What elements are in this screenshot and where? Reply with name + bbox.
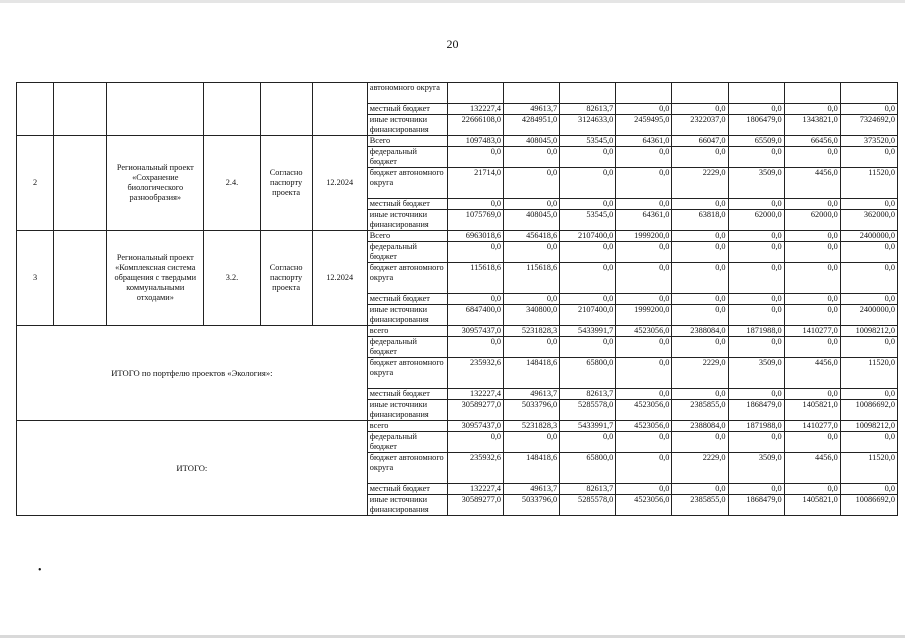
value-cell: 0,0 bbox=[560, 263, 616, 294]
value-cell: 0,0 bbox=[616, 294, 672, 305]
value-cell: 0,0 bbox=[672, 231, 728, 242]
value-cell: 0,0 bbox=[728, 147, 784, 168]
value-cell: 1097483,0 bbox=[447, 136, 503, 147]
financing-table bbox=[16, 82, 898, 516]
value-cell: 0,0 bbox=[840, 199, 897, 210]
value-cell: 0,0 bbox=[840, 147, 897, 168]
value-cell: 10086692,0 bbox=[840, 400, 897, 421]
empty-cell bbox=[312, 83, 367, 136]
value-cell: 1999200,0 bbox=[616, 305, 672, 326]
value-cell: 82613,7 bbox=[560, 389, 616, 400]
value-cell bbox=[784, 83, 840, 104]
value-cell: 11520,0 bbox=[840, 168, 897, 199]
value-cell: 65800,0 bbox=[560, 453, 616, 484]
value-cell: 0,0 bbox=[616, 389, 672, 400]
value-cell: 0,0 bbox=[728, 432, 784, 453]
value-cell: 148418,6 bbox=[504, 453, 560, 484]
value-cell: 10098212,0 bbox=[840, 326, 897, 337]
value-cell: 0,0 bbox=[560, 242, 616, 263]
value-cell: 0,0 bbox=[560, 337, 616, 358]
value-cell: 62000,0 bbox=[784, 210, 840, 231]
value-cell: 0,0 bbox=[728, 484, 784, 495]
value-cell: 0,0 bbox=[447, 242, 503, 263]
value-cell: 49613,7 bbox=[504, 389, 560, 400]
project-code: 2.4. bbox=[204, 136, 260, 231]
value-cell: 2107400,0 bbox=[560, 305, 616, 326]
value-cell: 1871988,0 bbox=[728, 421, 784, 432]
value-cell: 0,0 bbox=[784, 242, 840, 263]
value-cell: 4523056,0 bbox=[616, 495, 672, 516]
value-cell: 1999200,0 bbox=[616, 231, 672, 242]
value-cell: 0,0 bbox=[447, 432, 503, 453]
table-row bbox=[17, 136, 898, 147]
value-cell: 0,0 bbox=[672, 294, 728, 305]
value-cell: 0,0 bbox=[784, 484, 840, 495]
value-cell: 82613,7 bbox=[560, 104, 616, 115]
value-cell: 0,0 bbox=[728, 294, 784, 305]
value-cell: 0,0 bbox=[784, 263, 840, 294]
value-cell: 6963018,6 bbox=[447, 231, 503, 242]
value-cell: 0,0 bbox=[672, 305, 728, 326]
value-cell: 64361,0 bbox=[616, 136, 672, 147]
value-cell: 0,0 bbox=[616, 432, 672, 453]
value-cell: 0,0 bbox=[784, 294, 840, 305]
value-cell: 30589277,0 bbox=[447, 400, 503, 421]
row-label: местный бюджет bbox=[367, 294, 447, 305]
value-cell: 148418,6 bbox=[504, 358, 560, 389]
value-cell: 0,0 bbox=[784, 147, 840, 168]
row-label: всего bbox=[367, 421, 447, 432]
value-cell: 0,0 bbox=[840, 263, 897, 294]
value-cell: 3509,0 bbox=[728, 453, 784, 484]
value-cell: 0,0 bbox=[840, 389, 897, 400]
value-cell: 0,0 bbox=[504, 432, 560, 453]
value-cell: 4456,0 bbox=[784, 358, 840, 389]
value-cell: 1806479,0 bbox=[728, 115, 784, 136]
value-cell: 5433991,7 bbox=[560, 326, 616, 337]
value-cell bbox=[560, 83, 616, 104]
project-name: Региональный проект «Комплексная система обращения с твердыми коммунальными отходами» bbox=[107, 231, 204, 326]
row-label: федеральный бюджет bbox=[367, 147, 447, 168]
empty-cell bbox=[54, 231, 107, 326]
value-cell: 0,0 bbox=[728, 242, 784, 263]
row-label: федеральный бюджет bbox=[367, 242, 447, 263]
value-cell: 0,0 bbox=[616, 453, 672, 484]
value-cell: 53545,0 bbox=[560, 210, 616, 231]
value-cell: 2388084,0 bbox=[672, 421, 728, 432]
value-cell bbox=[728, 83, 784, 104]
value-cell: 0,0 bbox=[728, 263, 784, 294]
value-cell: 0,0 bbox=[672, 389, 728, 400]
empty-cell bbox=[54, 136, 107, 231]
row-label: автономного округа bbox=[367, 83, 447, 104]
page-number: 20 bbox=[446, 37, 459, 51]
value-cell: 0,0 bbox=[560, 147, 616, 168]
value-cell: 0,0 bbox=[784, 432, 840, 453]
row-label: бюджет автономного округа bbox=[367, 453, 447, 484]
value-cell: 4456,0 bbox=[784, 453, 840, 484]
project-basis: Согласно паспорту проекта bbox=[260, 136, 312, 231]
value-cell: 0,0 bbox=[560, 168, 616, 199]
value-cell: 4523056,0 bbox=[616, 326, 672, 337]
project-code: 3.2. bbox=[204, 231, 260, 326]
row-label: местный бюджет bbox=[367, 199, 447, 210]
value-cell: 0,0 bbox=[672, 484, 728, 495]
value-cell: 2385855,0 bbox=[672, 400, 728, 421]
value-cell: 63818,0 bbox=[672, 210, 728, 231]
row-label: бюджет автономного округа bbox=[367, 168, 447, 199]
value-cell: 30957437,0 bbox=[447, 326, 503, 337]
value-cell: 3509,0 bbox=[728, 358, 784, 389]
value-cell: 1405821,0 bbox=[784, 495, 840, 516]
value-cell: 0,0 bbox=[840, 337, 897, 358]
value-cell: 0,0 bbox=[504, 294, 560, 305]
value-cell: 0,0 bbox=[447, 294, 503, 305]
value-cell: 0,0 bbox=[560, 199, 616, 210]
value-cell: 2459495,0 bbox=[616, 115, 672, 136]
value-cell: 2229,0 bbox=[672, 453, 728, 484]
value-cell: 1410277,0 bbox=[784, 421, 840, 432]
value-cell: 0,0 bbox=[616, 484, 672, 495]
value-cell: 0,0 bbox=[784, 104, 840, 115]
value-cell: 0,0 bbox=[616, 168, 672, 199]
value-cell: 0,0 bbox=[504, 199, 560, 210]
row-label: иные источники финансирования bbox=[367, 115, 447, 136]
value-cell: 4456,0 bbox=[784, 168, 840, 199]
value-cell: 0,0 bbox=[616, 199, 672, 210]
value-cell: 132227,4 bbox=[447, 104, 503, 115]
value-cell bbox=[504, 83, 560, 104]
value-cell: 0,0 bbox=[728, 337, 784, 358]
value-cell: 0,0 bbox=[728, 389, 784, 400]
project-name: Региональный проект «Сохранение биологического разнообразия» bbox=[107, 136, 204, 231]
value-cell: 0,0 bbox=[504, 147, 560, 168]
value-cell: 408045,0 bbox=[504, 136, 560, 147]
value-cell: 0,0 bbox=[504, 242, 560, 263]
value-cell: 132227,4 bbox=[447, 389, 503, 400]
value-cell: 0,0 bbox=[560, 294, 616, 305]
value-cell: 0,0 bbox=[447, 199, 503, 210]
project-date: 12.2024 bbox=[312, 231, 367, 326]
value-cell: 1075769,0 bbox=[447, 210, 503, 231]
value-cell: 0,0 bbox=[616, 242, 672, 263]
row-label: местный бюджет bbox=[367, 389, 447, 400]
value-cell: 0,0 bbox=[784, 305, 840, 326]
value-cell: 3124633,0 bbox=[560, 115, 616, 136]
value-cell: 373520,0 bbox=[840, 136, 897, 147]
empty-cell bbox=[54, 83, 107, 136]
value-cell: 10098212,0 bbox=[840, 421, 897, 432]
value-cell: 11520,0 bbox=[840, 453, 897, 484]
value-cell: 82613,7 bbox=[560, 484, 616, 495]
value-cell: 2107400,0 bbox=[560, 231, 616, 242]
value-cell: 0,0 bbox=[616, 104, 672, 115]
value-cell: 235932,6 bbox=[447, 358, 503, 389]
value-cell: 0,0 bbox=[784, 231, 840, 242]
empty-cell bbox=[204, 83, 260, 136]
row-label: иные источники финансирования bbox=[367, 495, 447, 516]
value-cell: 49613,7 bbox=[504, 104, 560, 115]
empty-cell bbox=[260, 83, 312, 136]
value-cell: 53545,0 bbox=[560, 136, 616, 147]
value-cell: 0,0 bbox=[672, 199, 728, 210]
value-cell: 1405821,0 bbox=[784, 400, 840, 421]
empty-cell bbox=[17, 83, 54, 136]
value-cell: 0,0 bbox=[616, 337, 672, 358]
value-cell: 115618,6 bbox=[447, 263, 503, 294]
value-cell: 2229,0 bbox=[672, 168, 728, 199]
row-label: местный бюджет bbox=[367, 104, 447, 115]
value-cell: 340800,0 bbox=[504, 305, 560, 326]
total-title: ИТОГО: bbox=[17, 421, 368, 516]
value-cell: 0,0 bbox=[784, 199, 840, 210]
value-cell: 1343821,0 bbox=[784, 115, 840, 136]
value-cell: 0,0 bbox=[560, 432, 616, 453]
value-cell: 22666108,0 bbox=[447, 115, 503, 136]
value-cell: 3509,0 bbox=[728, 168, 784, 199]
value-cell: 0,0 bbox=[840, 484, 897, 495]
value-cell: 1868479,0 bbox=[728, 495, 784, 516]
value-cell: 0,0 bbox=[672, 104, 728, 115]
value-cell: 235932,6 bbox=[447, 453, 503, 484]
value-cell: 115618,6 bbox=[504, 263, 560, 294]
value-cell: 10086692,0 bbox=[840, 495, 897, 516]
value-cell: 2322037,0 bbox=[672, 115, 728, 136]
value-cell: 5285578,0 bbox=[560, 400, 616, 421]
value-cell: 1871988,0 bbox=[728, 326, 784, 337]
scan-edge-top bbox=[0, 0, 905, 3]
total-title: ИТОГО по портфелю проектов «Экология»: bbox=[17, 326, 368, 421]
value-cell: 11520,0 bbox=[840, 358, 897, 389]
value-cell: 408045,0 bbox=[504, 210, 560, 231]
value-cell: 0,0 bbox=[447, 147, 503, 168]
value-cell: 0,0 bbox=[672, 432, 728, 453]
value-cell bbox=[616, 83, 672, 104]
value-cell: 0,0 bbox=[840, 242, 897, 263]
value-cell: 21714,0 bbox=[447, 168, 503, 199]
value-cell: 0,0 bbox=[504, 168, 560, 199]
value-cell: 0,0 bbox=[672, 337, 728, 358]
value-cell: 0,0 bbox=[840, 432, 897, 453]
value-cell: 30589277,0 bbox=[447, 495, 503, 516]
value-cell: 0,0 bbox=[672, 147, 728, 168]
value-cell: 0,0 bbox=[728, 104, 784, 115]
row-label: бюджет автономного округа bbox=[367, 263, 447, 294]
value-cell: 5033796,0 bbox=[504, 400, 560, 421]
row-label: Всего bbox=[367, 136, 447, 147]
value-cell: 65509,0 bbox=[728, 136, 784, 147]
project-number: 2 bbox=[17, 136, 54, 231]
table-row bbox=[17, 421, 898, 432]
row-label: иные источники финансирования bbox=[367, 400, 447, 421]
value-cell: 0,0 bbox=[840, 294, 897, 305]
table-row bbox=[17, 231, 898, 242]
value-cell: 5033796,0 bbox=[504, 495, 560, 516]
value-cell: 5433991,7 bbox=[560, 421, 616, 432]
row-label: бюджет автономного округа bbox=[367, 358, 447, 389]
row-label: иные источники финансирования bbox=[367, 210, 447, 231]
value-cell: 7324692,0 bbox=[840, 115, 897, 136]
value-cell bbox=[672, 83, 728, 104]
value-cell: 5231828,3 bbox=[504, 326, 560, 337]
value-cell: 0,0 bbox=[784, 389, 840, 400]
value-cell: 5285578,0 bbox=[560, 495, 616, 516]
value-cell: 0,0 bbox=[616, 358, 672, 389]
row-label: Всего bbox=[367, 231, 447, 242]
value-cell: 66047,0 bbox=[672, 136, 728, 147]
value-cell: 0,0 bbox=[504, 337, 560, 358]
table-row bbox=[17, 326, 898, 337]
value-cell: 362000,0 bbox=[840, 210, 897, 231]
value-cell: 2400000,0 bbox=[840, 305, 897, 326]
value-cell: 0,0 bbox=[784, 337, 840, 358]
value-cell: 0,0 bbox=[616, 147, 672, 168]
value-cell: 62000,0 bbox=[728, 210, 784, 231]
value-cell: 5231828,3 bbox=[504, 421, 560, 432]
value-cell: 64361,0 bbox=[616, 210, 672, 231]
value-cell: 4284951,0 bbox=[504, 115, 560, 136]
value-cell: 49613,7 bbox=[504, 484, 560, 495]
value-cell: 66456,0 bbox=[784, 136, 840, 147]
empty-cell bbox=[107, 83, 204, 136]
value-cell: 4523056,0 bbox=[616, 421, 672, 432]
project-date: 12.2024 bbox=[312, 136, 367, 231]
project-number: 3 bbox=[17, 231, 54, 326]
row-label: федеральный бюджет bbox=[367, 432, 447, 453]
stray-mark: • bbox=[38, 565, 42, 576]
value-cell: 456418,6 bbox=[504, 231, 560, 242]
value-cell: 30957437,0 bbox=[447, 421, 503, 432]
value-cell: 0,0 bbox=[672, 263, 728, 294]
row-label: иные источники финансирования bbox=[367, 305, 447, 326]
value-cell: 0,0 bbox=[840, 104, 897, 115]
value-cell: 1410277,0 bbox=[784, 326, 840, 337]
value-cell: 2400000,0 bbox=[840, 231, 897, 242]
value-cell: 2388084,0 bbox=[672, 326, 728, 337]
row-label: федеральный бюджет bbox=[367, 337, 447, 358]
value-cell: 0,0 bbox=[728, 231, 784, 242]
value-cell: 132227,4 bbox=[447, 484, 503, 495]
value-cell: 4523056,0 bbox=[616, 400, 672, 421]
value-cell: 2385855,0 bbox=[672, 495, 728, 516]
table-row bbox=[17, 83, 898, 104]
value-cell: 6847400,0 bbox=[447, 305, 503, 326]
value-cell: 0,0 bbox=[728, 305, 784, 326]
value-cell: 65800,0 bbox=[560, 358, 616, 389]
value-cell: 0,0 bbox=[616, 263, 672, 294]
value-cell: 1868479,0 bbox=[728, 400, 784, 421]
row-label: всего bbox=[367, 326, 447, 337]
row-label: местный бюджет bbox=[367, 484, 447, 495]
project-basis: Согласно паспорту проекта bbox=[260, 231, 312, 326]
value-cell: 2229,0 bbox=[672, 358, 728, 389]
scan-edge-bottom bbox=[0, 635, 905, 638]
value-cell bbox=[840, 83, 897, 104]
value-cell: 0,0 bbox=[728, 199, 784, 210]
value-cell bbox=[447, 83, 503, 104]
value-cell: 0,0 bbox=[672, 242, 728, 263]
value-cell: 0,0 bbox=[447, 337, 503, 358]
